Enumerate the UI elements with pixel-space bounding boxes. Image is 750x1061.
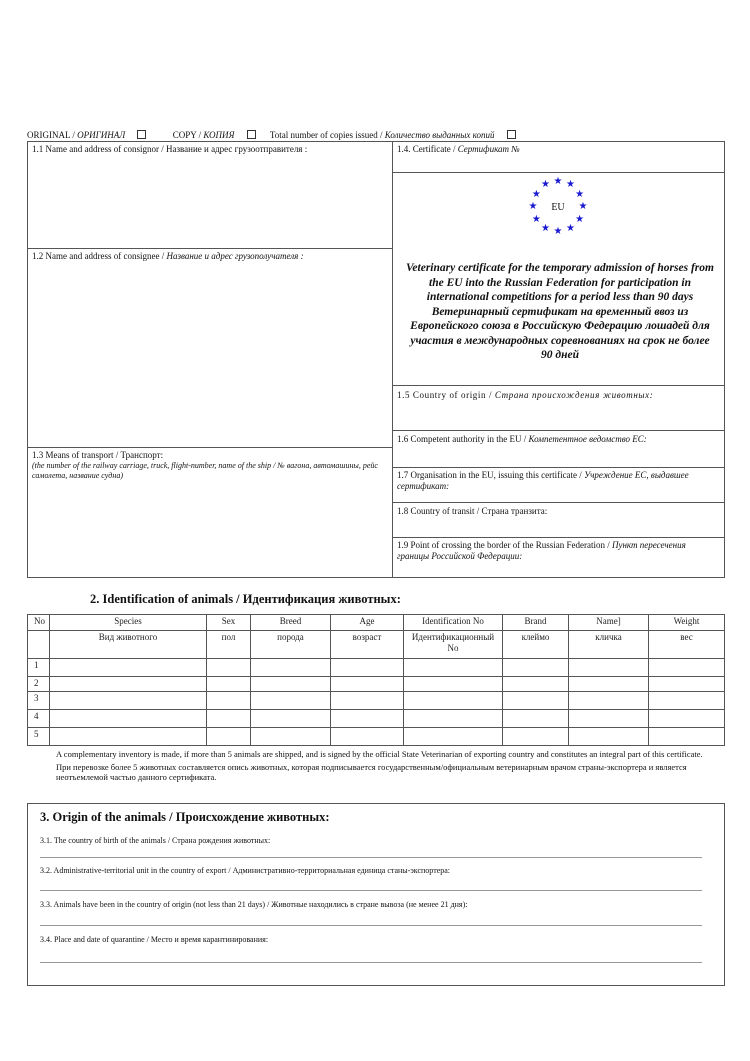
- certificate-title-ru: Ветеринарный сертификат на временный ввоз из Европейского союза в Российскую Федерацию лошадей для участия в международных соревнованиях на срок не более 90 дней: [410, 305, 710, 361]
- organisation-field[interactable]: [397, 470, 717, 500]
- table-cell-input[interactable]: [50, 710, 207, 728]
- certificate-label: 1.4. Certificate /: [397, 144, 458, 154]
- table-cell-input[interactable]: [50, 659, 207, 677]
- divider: [392, 502, 725, 503]
- table-cell-input[interactable]: [207, 728, 251, 746]
- certificate-number-field[interactable]: [397, 144, 721, 169]
- table-cell-input[interactable]: [503, 710, 569, 728]
- table-cell-input[interactable]: [404, 710, 503, 728]
- table-cell-input[interactable]: [251, 728, 331, 746]
- border-point-label: 1.9 Point of crossing the border of the Russian Federation /: [397, 540, 612, 550]
- table-cell-input[interactable]: [404, 728, 503, 746]
- column-header-en: Weight: [649, 615, 725, 631]
- column-header-en: No: [28, 615, 50, 631]
- divider: [27, 248, 392, 249]
- copies-label-ru: Количество выданных копий: [384, 130, 495, 140]
- divider: [392, 467, 725, 468]
- column-header-ru: порода: [251, 631, 331, 659]
- birth-country-label: 3.1. The country of birth of the animals / Страна рождения животных:: [40, 836, 271, 845]
- table-row: [28, 692, 725, 710]
- divider: [392, 537, 725, 538]
- transport-field[interactable]: [32, 450, 387, 575]
- column-header-ru: [28, 631, 50, 659]
- quarantine-label: 3.4. Place and date of quarantine / Место и время карантинирования:: [40, 935, 269, 944]
- copy-label-ru: КОПИЯ: [203, 130, 235, 140]
- table-header-en: [28, 615, 725, 631]
- table-cell-input[interactable]: [207, 692, 251, 710]
- row-number: 3: [28, 692, 50, 710]
- column-header-en: Sex: [207, 615, 251, 631]
- table-cell-input[interactable]: [404, 659, 503, 677]
- table-cell-input[interactable]: [50, 677, 207, 692]
- admin-unit-label: 3.2. Administrative-territorial unit in the country of export / Административно-территориальная единица станы-экспортера:: [40, 866, 451, 875]
- certificate-title: [400, 261, 720, 363]
- table-cell-input[interactable]: [503, 677, 569, 692]
- eu-star-icon: ★: [566, 222, 575, 234]
- table-cell-input[interactable]: [649, 677, 725, 692]
- table-cell-input[interactable]: [331, 710, 404, 728]
- eu-star-icon: ★: [531, 213, 541, 225]
- table-cell-input[interactable]: [331, 659, 404, 677]
- table-cell-input[interactable]: [207, 659, 251, 677]
- divider: [27, 447, 392, 448]
- table-cell-input[interactable]: [207, 710, 251, 728]
- column-header-en: Breed: [251, 615, 331, 631]
- column-header-ru: пол: [207, 631, 251, 659]
- original-checkbox[interactable]: [137, 130, 146, 139]
- animals-table: [27, 614, 725, 746]
- table-row: [28, 659, 725, 677]
- eu-star-icon: ★: [566, 179, 575, 191]
- consignor-field[interactable]: [32, 144, 387, 244]
- competent-authority-label: 1.6 Competent authority in the EU /: [397, 434, 529, 444]
- table-row: [28, 677, 725, 692]
- transit-label: 1.8 Country of transit / Страна транзита:: [397, 506, 548, 516]
- eu-star-icon: ★: [578, 201, 588, 212]
- table-cell-input[interactable]: [251, 659, 331, 677]
- table-row: [28, 728, 725, 746]
- row-number: 1: [28, 659, 50, 677]
- column-header-ru: возраст: [331, 631, 404, 659]
- consignee-field[interactable]: [32, 251, 387, 443]
- row-number: 5: [28, 728, 50, 746]
- row-number: 2: [28, 677, 50, 692]
- column-header-en: Species: [50, 615, 207, 631]
- table-cell-input[interactable]: [569, 728, 649, 746]
- table-cell-input[interactable]: [331, 692, 404, 710]
- table-cell-input[interactable]: [503, 728, 569, 746]
- part1-divider: [392, 141, 393, 578]
- part3-title: 3. Origin of the animals / Происхождение животных:: [40, 810, 330, 824]
- organisation-label: 1.7 Organisation in the EU, issuing this certificate /: [397, 470, 585, 480]
- inventory-note-en: A complementary inventory is made, if more than 5 animals are shipped, and is signed by the official State Veterinarian of exporting country and constitutes an integral part of this certificate.: [56, 749, 703, 759]
- copies-label: Total number of copies issued /: [269, 130, 385, 140]
- table-cell-input[interactable]: [649, 710, 725, 728]
- column-header-en: Name]: [569, 615, 649, 631]
- table-cell-input[interactable]: [251, 692, 331, 710]
- consignor-label: 1.1 Name and address of consignor / Название и адрес грузоотправителя :: [32, 144, 308, 154]
- eu-star-icon: ★: [541, 222, 550, 234]
- copies-checkbox[interactable]: [507, 130, 516, 139]
- table-cell-input[interactable]: [207, 677, 251, 692]
- part2-title: 2. Identification of animals / Идентификация животных:: [90, 592, 401, 606]
- table-cell-input[interactable]: [569, 677, 649, 692]
- country-of-origin-label-ru: Страна происхождения животных:: [494, 390, 654, 400]
- original-label-ru: ОРИГИНАЛ: [77, 130, 126, 140]
- residence-period-input-line[interactable]: [40, 925, 702, 926]
- table-row: [28, 710, 725, 728]
- certificate-title-en: Veterinary certificate for the temporary admission of horses from the EU into the Russian Federation for participation in international competitions for a period less than 90 days: [406, 262, 714, 303]
- eu-star-icon: ★: [541, 179, 550, 191]
- transport-hint: (the number of the railway carriage, truck, flight-number, name of the ship / № вагона, автомашины, рейс самолета, название судна): [32, 461, 378, 480]
- header-copy-line: [27, 130, 518, 141]
- residence-period-label: 3.3. Animals have been in the country of origin (not less than 21 days) / Животные находились в стране вывоза (не менее 21 дня):: [40, 900, 468, 909]
- table-cell-input[interactable]: [331, 677, 404, 692]
- column-header-ru: клеймо: [503, 631, 569, 659]
- table-cell-input[interactable]: [569, 659, 649, 677]
- quarantine-input-line[interactable]: [40, 962, 702, 963]
- copy-checkbox[interactable]: [247, 130, 256, 139]
- copy-label: COPY /: [172, 130, 204, 140]
- table-cell-input[interactable]: [50, 692, 207, 710]
- part3-frame: [27, 803, 725, 986]
- table-cell-input[interactable]: [503, 659, 569, 677]
- table-cell-input[interactable]: [251, 677, 331, 692]
- admin-unit-input-line[interactable]: [40, 890, 702, 891]
- original-label: ORIGINAL /: [27, 130, 78, 140]
- eu-star-icon: ★: [531, 188, 541, 200]
- table-cell-input[interactable]: [569, 692, 649, 710]
- table-header-ru: [28, 631, 725, 659]
- transport-label: 1.3 Means of transport / Транспорт:: [32, 450, 164, 460]
- transit-field[interactable]: [397, 506, 721, 534]
- table-cell-input[interactable]: [331, 728, 404, 746]
- organisation-label-ru: Учреждение ЕС, выдавшее сертификат:: [397, 470, 689, 491]
- eu-star-icon: ★: [575, 188, 585, 200]
- table-cell-input[interactable]: [503, 692, 569, 710]
- table-cell-input[interactable]: [649, 659, 725, 677]
- eu-star-icon: ★: [553, 226, 563, 237]
- table-cell-input[interactable]: [569, 710, 649, 728]
- competent-authority-field[interactable]: [397, 434, 721, 464]
- table-cell-input[interactable]: [649, 692, 725, 710]
- eu-emblem-text: EU: [551, 202, 565, 213]
- table-cell-input[interactable]: [404, 692, 503, 710]
- divider: [392, 385, 725, 386]
- eu-star-icon: ★: [553, 176, 563, 187]
- column-header-en: Brand: [503, 615, 569, 631]
- table-cell-input[interactable]: [251, 710, 331, 728]
- inventory-note: [56, 749, 716, 783]
- table-cell-input[interactable]: [404, 677, 503, 692]
- birth-country-input-line[interactable]: [40, 857, 702, 858]
- consignee-label-ru: Название и адрес грузополучателя :: [166, 251, 304, 261]
- eu-star-icon: ★: [575, 213, 585, 225]
- divider: [392, 430, 725, 431]
- eu-star-icon: ★: [528, 201, 538, 212]
- border-point-label-ru: Пункт пересечения границы Российской Федерации:: [397, 540, 686, 561]
- column-header-ru: Идентификационный No: [404, 631, 503, 659]
- column-header-ru: Вид животного: [50, 631, 207, 659]
- consignee-label: 1.2 Name and address of consignee /: [32, 251, 167, 261]
- country-of-origin-label: 1.5 Country of origin /: [397, 390, 495, 400]
- column-header-ru: вес: [649, 631, 725, 659]
- column-header-en: Age: [331, 615, 404, 631]
- column-header-en: Identification No: [404, 615, 503, 631]
- border-point-field[interactable]: [397, 540, 717, 575]
- table-cell-input[interactable]: [50, 728, 207, 746]
- eu-emblem: [528, 178, 588, 240]
- country-of-origin-field[interactable]: [397, 390, 721, 428]
- row-number: 4: [28, 710, 50, 728]
- competent-authority-label-ru: Компетентное ведомство ЕС:: [528, 434, 647, 444]
- inventory-note-ru: При перевозке более 5 животных составляется опись животных, которая подписывается государственным/официальным ветеринарным врачом страны-экспортера и является неотъемлемой частью данного сертификата.: [56, 761, 687, 782]
- divider: [392, 172, 725, 173]
- column-header-ru: кличка: [569, 631, 649, 659]
- table-cell-input[interactable]: [649, 728, 725, 746]
- certificate-label-ru: Сертификат №: [457, 144, 520, 154]
